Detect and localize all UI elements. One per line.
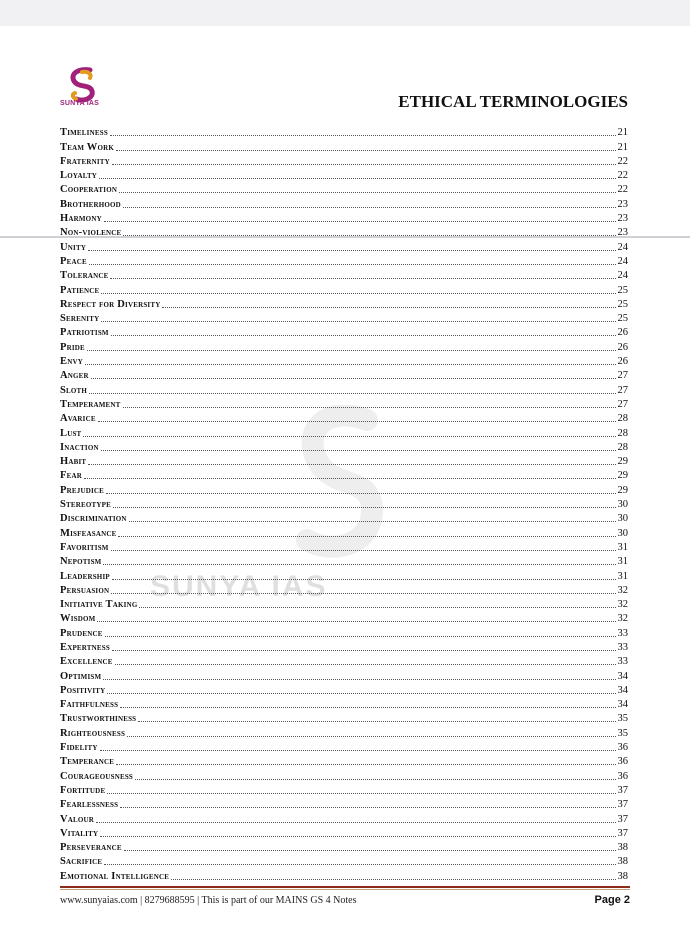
toc-term: Initiative Taking [60,599,138,611]
toc-entry[interactable] [60,754,628,768]
toc-entry[interactable] [60,125,628,139]
toc-entry[interactable] [60,382,628,396]
toc-leader-dots [105,636,616,637]
toc-entry[interactable] [60,454,628,468]
toc-term: Inaction [60,441,99,453]
toc-leader-dots [110,278,615,279]
toc-leader-dots [103,564,615,565]
toc-entry[interactable] [60,525,628,539]
toc-page-number: 30 [617,499,628,511]
toc-entry[interactable] [60,797,628,811]
toc-entry[interactable] [60,139,628,153]
toc-entry[interactable] [60,268,628,282]
toc-entry[interactable] [60,440,628,454]
toc-leader-dots [123,407,616,408]
toc-leader-dots [107,793,615,794]
toc-leader-dots [104,221,616,222]
toc-leader-dots [162,307,615,308]
toc-leader-dots [103,679,615,680]
toc-entry[interactable] [60,840,628,854]
toc-page-number: 22 [617,184,628,196]
toc-term: Excellence [60,656,113,668]
toc-term: Perseverance [60,842,122,854]
toc-page-number: 27 [617,398,628,410]
toc-entry[interactable] [60,811,628,825]
toc-leader-dots [110,135,616,136]
toc-page-number: 21 [617,127,628,139]
toc-entry[interactable] [60,668,628,682]
toc-page-number: 28 [617,441,628,453]
toc-term: Prejudice [60,484,104,496]
toc-entry[interactable] [60,354,628,368]
toc-term: Sloth [60,384,88,396]
toc-leader-dots [138,721,615,722]
toc-term: Fortitude [60,784,106,796]
footer-rule [60,886,630,888]
toc-page-number: 38 [617,842,628,854]
toc-leader-dots [99,178,615,179]
toc-term: Patience [60,284,100,296]
toc-leader-dots [100,836,615,837]
toc-leader-dots [85,364,616,365]
toc-leader-dots [89,264,616,265]
toc-page-number: 36 [617,756,628,768]
watermark-text: SUNYA IAS [150,570,328,603]
toc-page-number: 34 [617,699,628,711]
toc-term: Team Work [60,141,115,153]
toc-term: Prudence [60,627,103,639]
toc-term: Valour [60,813,95,825]
toc-leader-dots [116,764,615,765]
toc-entry[interactable] [60,339,628,353]
toc-term: Avarice [60,413,96,425]
toc-entry[interactable] [60,468,628,482]
toc-page-number: 28 [617,413,628,425]
toc-entry[interactable] [60,211,628,225]
toc-term: Temperament [60,398,121,410]
toc-term: Timeliness [60,127,108,139]
toc-leader-dots [84,478,616,479]
toc-page-number: 36 [617,742,628,754]
toc-leader-dots [98,421,616,422]
toc-page-number: 32 [617,613,628,625]
toc-entry[interactable] [60,497,628,511]
toc-leader-dots [87,350,616,351]
footer-rule-thin [60,889,630,890]
toc-entry[interactable] [60,725,628,739]
toc-term: Habit [60,456,87,468]
toc-page-number: 33 [617,627,628,639]
toc-entry[interactable] [60,868,628,882]
toc-page-number: 33 [617,656,628,668]
toc-entry[interactable] [60,583,628,597]
toc-page-number: 24 [617,255,628,267]
toc-page-number: 26 [617,356,628,368]
toc-page-number: 26 [617,327,628,339]
toc-page-number: 32 [617,599,628,611]
toc-term: Fearlessness [60,799,119,811]
toc-leader-dots [135,779,615,780]
toc-entry[interactable] [60,311,628,325]
toc-term: Anger [60,370,89,382]
toc-entry[interactable] [60,554,628,568]
toc-leader-dots [97,621,615,622]
toc-entry[interactable] [60,325,628,339]
toc-page-number: 25 [617,313,628,325]
toc-term: Cooperation [60,184,118,196]
toc-term: Fraternity [60,155,110,167]
toc-leader-dots [111,550,616,551]
toc-entry[interactable] [60,168,628,182]
toc-page-number: 36 [617,770,628,782]
footer-contact-text: www.sunyaias.com | 8279688595 | This is part of our MAINS GS 4 Notes [60,895,357,906]
toc-page-number: 37 [617,827,628,839]
toc-page-number: 23 [617,213,628,225]
toc-term: Unity [60,241,87,253]
toc-term: Persuasion [60,584,110,596]
toc-entry[interactable] [60,154,628,168]
toc-term: Positivity [60,684,106,696]
toc-term: Pride [60,341,85,353]
toc-entry[interactable] [60,540,628,554]
toc-page-number: 25 [617,298,628,310]
toc-page-number: 37 [617,784,628,796]
toc-term: Courageousness [60,770,134,782]
toc-entry[interactable] [60,225,628,239]
toc-leader-dots [107,693,615,694]
toc-leader-dots [123,207,616,208]
toc-term: Expertness [60,641,110,653]
toc-entry[interactable] [60,697,628,711]
toc-term: Vitality [60,827,99,839]
toc-entry[interactable] [60,611,628,625]
toc-term: Patriotism [60,327,109,339]
toc-term: Loyalty [60,170,98,182]
toc-page-number: 38 [617,856,628,868]
toc-term: Emotional Intelligence [60,870,170,882]
toc-term: Trustworthiness [60,713,137,725]
toc-term: Non-violence [60,227,122,239]
toc-page-number: 23 [617,198,628,210]
toc-entry[interactable] [60,511,628,525]
toc-leader-dots [120,707,615,708]
toc-entry[interactable] [60,297,628,311]
toc-entry[interactable] [60,768,628,782]
toc-leader-dots [120,807,615,808]
toc-leader-dots [115,664,616,665]
toc-entry[interactable] [60,397,628,411]
toc-term: Harmony [60,213,102,225]
toc-page-number: 31 [617,541,628,553]
top-toolbar-band [0,0,690,26]
document-title: ETHICAL TERMINOLOGIES [398,92,628,111]
toc-leader-dots [89,393,615,394]
toc-entry[interactable] [60,740,628,754]
toc-page-number: 30 [617,527,628,539]
toc-page-number: 21 [617,141,628,153]
toc-page-number: 27 [617,384,628,396]
toc-leader-dots [88,464,615,465]
toc-term: Sacrifice [60,856,103,868]
toc-page-number: 27 [617,370,628,382]
toc-entry[interactable] [60,597,628,611]
toc-leader-dots [106,493,616,494]
toc-leader-dots [101,450,616,451]
toc-term: Envy [60,356,83,368]
toc-term: Optimism [60,670,102,682]
toc-page-number: 29 [617,456,628,468]
toc-page-number: 38 [617,870,628,882]
toc-term: Temperance [60,756,115,768]
toc-page-number: 28 [617,427,628,439]
toc-leader-dots [88,250,615,251]
toc-term: Respect for Diversity [60,298,161,310]
toc-leader-dots [112,650,616,651]
page-number: Page 2 [594,894,630,906]
toc-entry[interactable] [60,425,628,439]
toc-page-number: 31 [617,556,628,568]
toc-entry[interactable] [60,196,628,210]
toc-page-number: 24 [617,270,628,282]
toc-entry[interactable] [60,854,628,868]
toc-entry[interactable] [60,254,628,268]
toc-leader-dots [104,864,615,865]
toc-term: Stereotype [60,499,112,511]
toc-entry[interactable] [60,711,628,725]
toc-term: Serenity [60,313,100,325]
toc-entry[interactable] [60,654,628,668]
toc-leader-dots [118,536,615,537]
toc-leader-dots [119,192,615,193]
toc-term: Righteousness [60,727,126,739]
toc-page-number: 26 [617,341,628,353]
toc-leader-dots [139,607,615,608]
toc-entry[interactable] [60,282,628,296]
toc-page-number: 33 [617,641,628,653]
toc-entry[interactable] [60,640,628,654]
toc-term: Nepotism [60,556,102,568]
toc-page-number: 35 [617,727,628,739]
toc-entry[interactable] [60,368,628,382]
toc-leader-dots [113,507,615,508]
toc-page-number: 34 [617,670,628,682]
toc-page-number: 35 [617,713,628,725]
toc-term: Wisdom [60,613,96,625]
toc-term: Faithfulness [60,699,119,711]
toc-leader-dots [116,150,615,151]
toc-entry[interactable] [60,826,628,840]
toc-page-number: 29 [617,484,628,496]
toc-entry[interactable] [60,783,628,797]
toc-entry[interactable] [60,411,628,425]
toc-entry[interactable] [60,683,628,697]
toc-term: Misfeasance [60,527,117,539]
toc-entry[interactable] [60,482,628,496]
toc-term: Discrimination [60,513,127,525]
toc-leader-dots [129,521,616,522]
toc-page-number: 34 [617,684,628,696]
toc-leader-dots [111,593,615,594]
toc-page-number: 25 [617,284,628,296]
toc-page-number: 37 [617,813,628,825]
toc-leader-dots [112,164,616,165]
toc-page-number: 30 [617,513,628,525]
toc-term: Peace [60,255,87,267]
toc-term: Lust [60,427,82,439]
toc-entry[interactable] [60,568,628,582]
toc-leader-dots [127,736,615,737]
table-of-contents [60,125,628,883]
toc-term: Favoritism [60,541,109,553]
toc-leader-dots [83,436,615,437]
toc-page-number: 37 [617,799,628,811]
toc-leader-dots [111,335,616,336]
toc-leader-dots [171,879,615,880]
logo-text: SUNYA IAS [60,100,100,107]
toc-page-number: 29 [617,470,628,482]
toc-entry[interactable] [60,239,628,253]
toc-page-number: 31 [617,570,628,582]
toc-page-number: 32 [617,584,628,596]
toc-leader-dots [123,235,615,236]
toc-entry[interactable] [60,182,628,196]
toc-term: Fear [60,470,82,482]
toc-term: Tolerance [60,270,109,282]
toc-term: Fidelity [60,742,98,754]
toc-page-number: 23 [617,227,628,239]
toc-leader-dots [101,321,615,322]
toc-leader-dots [96,822,615,823]
toc-entry[interactable] [60,625,628,639]
toc-leader-dots [101,293,615,294]
toc-page-number: 22 [617,155,628,167]
toc-term: Leadership [60,570,110,582]
toc-page-number: 22 [617,170,628,182]
toc-leader-dots [100,750,616,751]
toc-term: Brotherhood [60,198,121,210]
toc-leader-dots [124,850,616,851]
toc-leader-dots [112,579,616,580]
toc-page-number: 24 [617,241,628,253]
toc-leader-dots [91,378,616,379]
